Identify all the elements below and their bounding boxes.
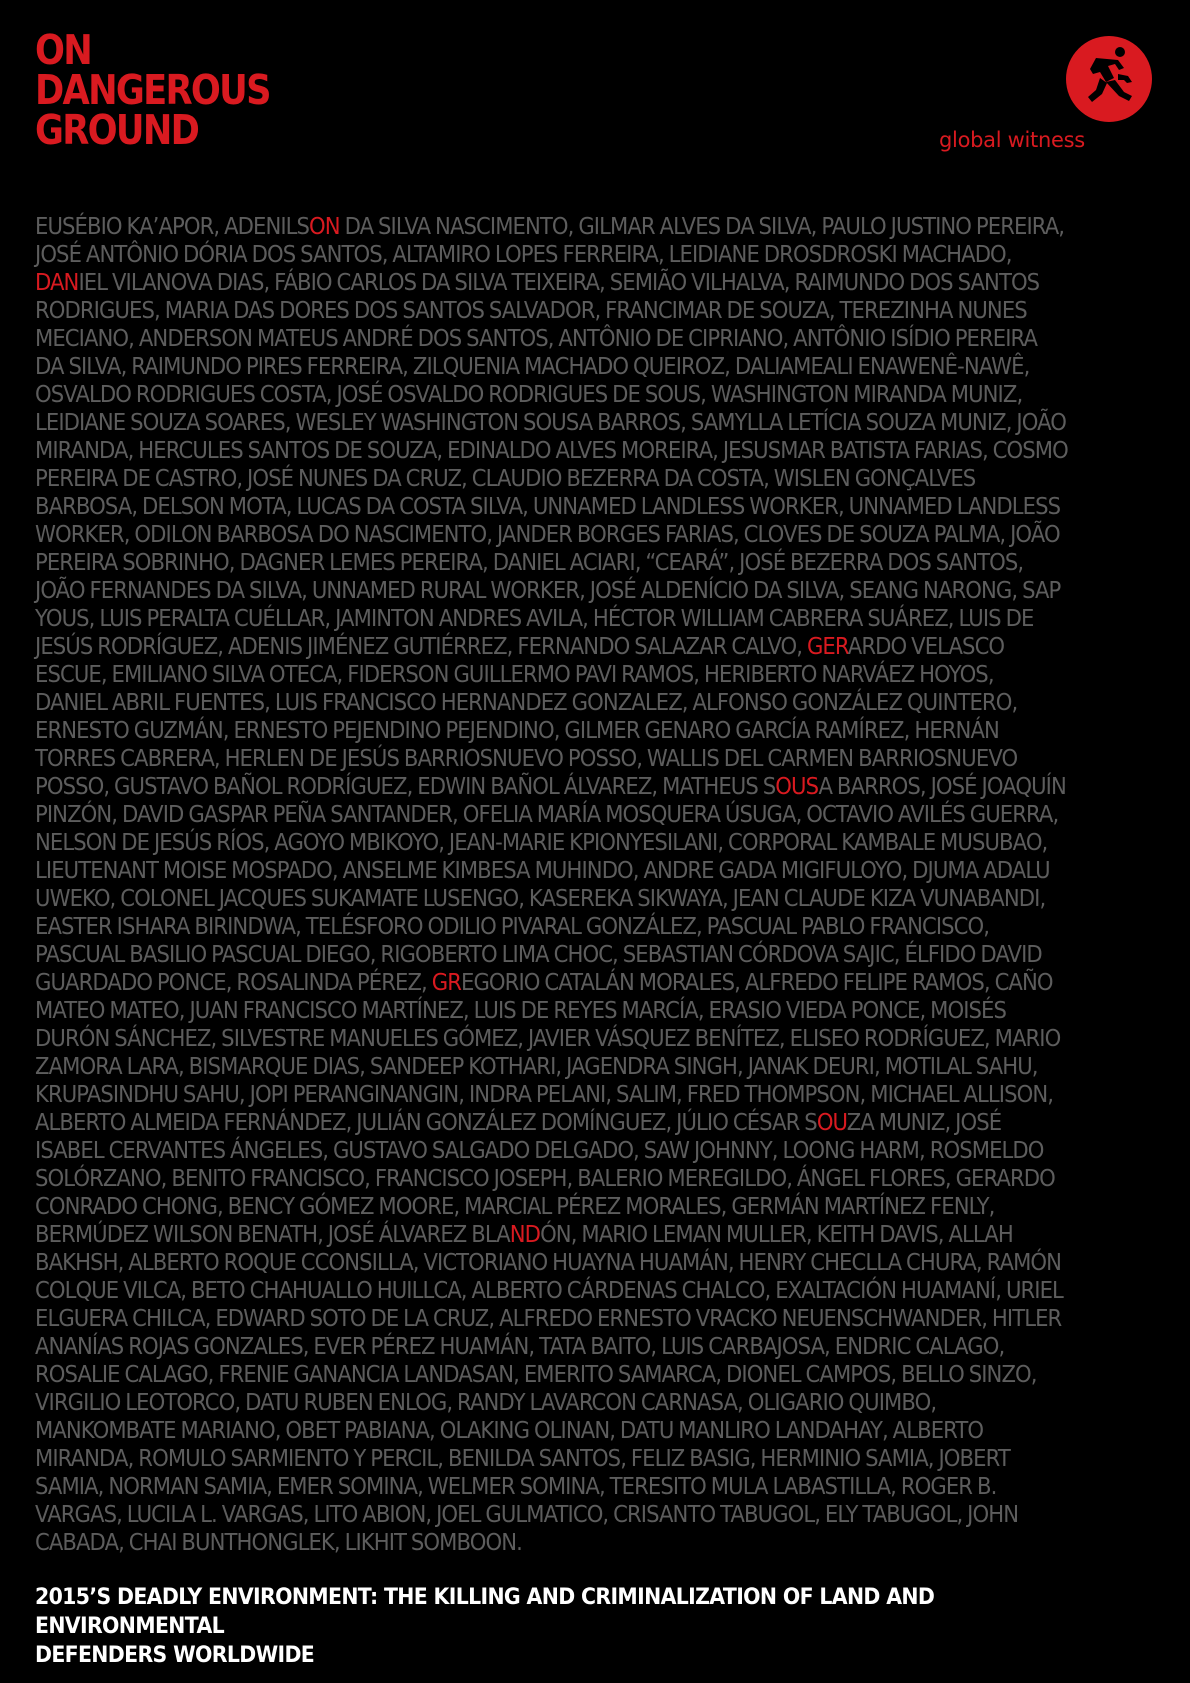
names-text-segment: ZA MUNIZ, JOSÉ ISABEL CERVANTES ÁNGELES, GUSTAVO SALGADO DELGADO, SAW JOHNNY, LOONG HARM, ROSMELDO SOLÓRZANO, BENITO FRANCISCO, FRANCISCO JOSEPH, BALERIO MEREGILDO, ÁNGEL FLORES, GERARDO CONRADO CHONG, BENCY GÓMEZ MOORE, MARCIAL PÉREZ MORALES, GERMÁN MARTÍNEZ FENLY, BERMÚDEZ WILSON BENATH, JOSÉ ÁLVAREZ BLA <box>35 1110 1055 1248</box>
highlight-fragment: GER <box>806 634 848 660</box>
highlight-fragment: ND <box>509 1222 541 1248</box>
names-text-segment: ARDO VELASCO ESCUE, EMILIANO SILVA OTECA, FIDERSON GUILLERMO PAVI RAMOS, HERIBERTO NARVÁEZ HOYOS, DANIEL ABRIL FUENTES, LUIS FRANCISCO HERNANDEZ GONZALEZ, ALFONSO GONZÁLEZ QUINTERO, ERNESTO GUZMÁN, ERNESTO PEJENDINO PEJENDINO, GILMER GENARO GARCÍA RAMÍREZ, HERNÁN TORRES CABRERA, HERLEN DE JESÚS BARRIOSNUEVO POSSO, WALLIS DEL CARMEN BARRIOSNUEVO POSSO, GUSTAVO BAÑOL RODRÍGUEZ, EDWIN BAÑOL ÁLVAREZ, MATHEUS S <box>35 634 1018 800</box>
names-text-segment: IEL VILANOVA DIAS, FÁBIO CARLOS DA SILVA TEIXEIRA, SEMIÃO VILHALVA, RAIMUNDO DOS SANTOS RODRIGUES, MARIA DAS DORES DOS SANTOS SALVADOR, FRANCIMAR DE SOUZA, TEREZINHA NUNES MECIANO, ANDERSON MATEUS ANDRÉ DOS SANTOS, ANTÔNIO DE CIPRIANO, ANTÔNIO ISÍDIO PEREIRA DA SILVA, RAIMUNDO PIRES FERREIRA, ZILQUENIA MACHADO QUEIROZ, DALIAMEALI ENAWENÊ-NAWÊ, OSVALDO RODRIGUES COSTA, JOSÉ OSVALDO RODRIGUES DE SOUS, WASHINGTON MIRANDA MUNIZ, LEIDIANE SOUZA SOARES, WESLEY WASHINGTON SOUSA BARROS, SAMYLLA LETÍCIA SOUZA MUNIZ, JOÃO MIRANDA, HERCULES SANTOS DE SOUZA, EDINALDO ALVES MOREIRA, JESUSMAR BATISTA FARIAS, COSMO PEREIRA DE CASTRO, JOSÉ NUNES DA CRUZ, CLAUDIO BEZERRA DA COSTA, WISLEN GONÇALVES BARBOSA, DELSON MOTA, LUCAS DA COSTA SILVA, UNNAMED LANDLESS WORKER, UNNAMED LANDLESS WORKER, ODILON BARBOSA DO NASCIMENTO, JANDER BORGES FARIAS, CLOVES DE SOUZA PALMA, JOÃO PEREIRA SOBRINHO, DAGNER LEMES PEREIRA, DANIEL ACIARI, “CEARÁ”, JOSÉ BEZERRA DOS SANTOS, JOÃO FERNANDES DA SILVA, UNNAMED RURAL WORKER, JOSÉ ALDENÍCIO DA SILVA, SEANG NARONG, SAP YOUS, LUIS PERALTA CUÉLLAR, JAMINTON ANDRES AVILA, HÉCTOR WILLIAM CABRERA SUÁREZ, LUIS DE JESÚS RODRÍGUEZ, ADENIS JIMÉNEZ GUTIÉRREZ, FERNANDO SALAZAR CALVO, <box>35 270 1068 660</box>
footer-line-2: DEFENDERS WORLDWIDE <box>35 1643 315 1668</box>
title-line-2: DANGEROUS <box>35 66 270 114</box>
running-figure-icon <box>1066 36 1152 122</box>
names-text-segment: ÓN, MARIO LEMAN MULLER, KEITH DAVIS, ALLAH BAKHSH, ALBERTO ROQUE CCONSILLA, VICTORIANO HUAYNA HUAMÁN, HENRY CHECLLA CHURA, RAMÓN COLQUE VILCA, BETO CHAHUALLO HUILLCA, ALBERTO CÁRDENAS CHALCO, EXALTACIÓN HUAMANÍ, URIEL ELGUERA CHILCA, EDWARD SOTO DE LA CRUZ, ALFREDO ERNESTO VRACKO NEUENSCHWANDER, HITLER ANANÍAS ROJAS GONZALES, EVER PÉREZ HUAMÁN, TATA BAITO, LUIS CARBAJOSA, ENDRIC CALAGO, ROSALIE CALAGO, FRENIE GANANCIA LANDASAN, EMERITO SAMARCA, DIONEL CAMPOS, BELLO SINZO, VIRGILIO LEOTORCO, DATU RUBEN ENLOG, RANDY LAVARCON CARNASA, OLIGARIO QUIMBO, MANKOMBATE MARIANO, OBET PABIANA, OLAKING OLINAN, DATU MANLIRO LANDAHAY, ALBERTO MIRANDA, ROMULO SARMIENTO Y PERCIL, BENILDA SANTOS, FELIZ BASIG, HERMINIO SAMIA, JOBERT SAMIA, NORMAN SAMIA, EMER SOMINA, WELMER SOMINA, TERESITO MULA LABASTILLA, ROGER B. VARGAS, LUCILA L. VARGAS, LITO ABION, JOEL GULMATICO, CRISANTO TABUGOL, ELY TABUGOL, JOHN CABADA, CHAI BUNTHONGLEK, LIKHIT SOMBOON. <box>35 1222 1063 1556</box>
highlight-fragment: DAN <box>35 270 79 296</box>
names-text-segment: DA SILVA NASCIMENTO, GILMAR ALVES DA SILVA, PAULO JUSTINO PEREIRA, JOSÉ ANTÔNIO DÓRIA DOS SANTOS, ALTAMIRO LOPES FERREIRA, LEIDIANE DROSDROSKI MACHADO, <box>35 214 1065 268</box>
victims-name-list <box>35 213 1070 1557</box>
highlight-fragment: GR <box>431 970 462 996</box>
footer-line-1: 2015’S DEADLY ENVIRONMENT: THE KILLING AND CRIMINALIZATION OF LAND AND ENVIRONMENTAL <box>35 1585 935 1639</box>
title-line-3: GROUND <box>35 106 199 154</box>
names-text-segment: A BARROS, JOSÉ JOAQUÍN PINZÓN, DAVID GASPAR PEÑA SANTANDER, OFELIA MARÍA MOSQUERA ÚSUGA, OCTAVIO AVILÉS GUERRA, NELSON DE JESÚS RÍOS, AGOYO MBIKOYO, JEAN-MARIE KPIONYESILANI, CORPORAL KAMBALE MUSUBAO, LIEUTENANT MOISE MOSPADO, ANSELME KIMBESA MUHINDO, ANDRE GADA MIGIFULOYO, DJUMA ADALU UWEKO, COLONEL JACQUES SUKAMATE LUSENGO, KASEREKA SIKWAYA, JEAN CLAUDE KIZA VUNABANDI, EASTER ISHARA BIRINDWA, TELÉSFORO ODILIO PIVARAL GONZÁLEZ, PASCUAL PABLO FRANCISCO, PASCUAL BASILIO PASCUAL DIEGO, RIGOBERTO LIMA CHOC, SEBASTIAN CÓRDOVA SAJIC, ÉLFIDO DAVID GUARDADO PONCE, ROSALINDA PÉREZ, <box>35 774 1066 996</box>
footer-subtitle <box>35 1583 1114 1670</box>
logo-wordmark: global witness <box>939 128 1085 152</box>
global-witness-logo <box>935 36 1155 156</box>
names-text-segment: EGORIO CATALÁN MORALES, ALFREDO FELIPE RAMOS, CAÑO MATEO MATEO, JUAN FRANCISCO MARTÍNEZ, LUIS DE REYES MARCÍA, ERASIO VIEDA PONCE, MOISÉS DURÓN SÁNCHEZ, SILVESTRE MANUELES GÓMEZ, JAVIER VÁSQUEZ BENÍTEZ, ELISEO RODRÍGUEZ, MARIO ZAMORA LARA, BISMARQUE DIAS, SANDEEP KOTHARI, JAGENDRA SINGH, JANAK DEURI, MOTILAL SAHU, KRUPASINDHU SAHU, JOPI PERANGINANGIN, INDRA PELANI, SALIM, FRED THOMPSON, MICHAEL ALLISON, ALBERTO ALMEIDA FERNÁNDEZ, JULIÁN GONZÁLEZ DOMÍNGUEZ, JÚLIO CÉSAR S <box>35 970 1061 1136</box>
report-title <box>35 26 270 154</box>
highlight-fragment: OUS <box>775 774 819 800</box>
highlight-fragment: OU <box>816 1110 847 1136</box>
highlight-fragment: ON <box>309 214 340 240</box>
names-text-segment: EUSÉBIO KA’APOR, ADENILS <box>35 214 310 240</box>
title-line-1: ON <box>35 26 92 74</box>
